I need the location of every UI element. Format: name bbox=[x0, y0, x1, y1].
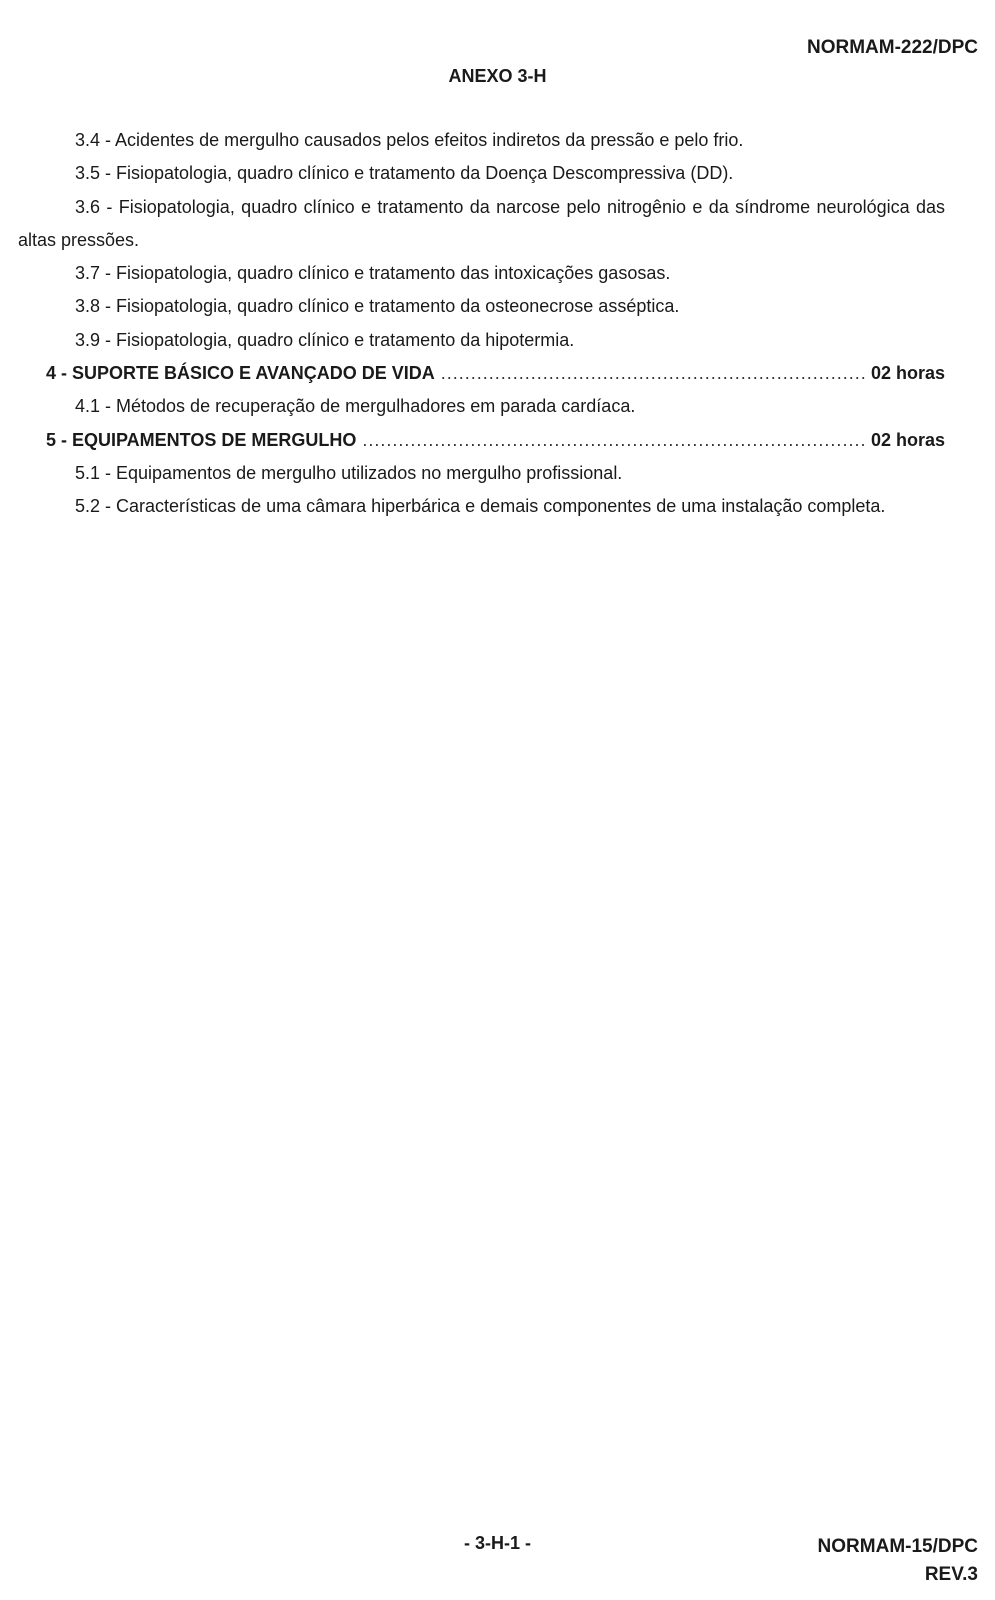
item-3-7: 3.7 - Fisiopatologia, quadro clínico e tratamento das intoxicações gasosas. bbox=[75, 263, 671, 284]
item-3-5: 3.5 - Fisiopatologia, quadro clínico e tratamento da Doença Descompressiva (DD). bbox=[75, 163, 734, 184]
section-4-heading bbox=[18, 357, 945, 390]
section-4-hours: 02 horas bbox=[870, 363, 945, 384]
header-doc-code: NORMAM-222/DPC bbox=[806, 37, 978, 58]
footer-revision: REV.3 bbox=[924, 1564, 978, 1585]
section-5-title: 5 - EQUIPAMENTOS DE MERGULHO bbox=[46, 429, 357, 450]
item-3-8: 3.8 - Fisiopatologia, quadro clínico e tratamento da osteonecrose asséptica. bbox=[75, 296, 680, 317]
item-3-6: 3.6 - Fisiopatologia, quadro clínico e tratamento da narcose pelo nitrogênio e da síndrome neurológica das altas pressões. bbox=[18, 196, 945, 250]
page-title: ANEXO 3-H bbox=[448, 66, 547, 86]
section-4-leader-dots bbox=[441, 357, 865, 390]
item-3-4: 3.4 - Acidentes de mergulho causados pelos efeitos indiretos da pressão e pelo frio. bbox=[75, 130, 744, 150]
section-5-hours: 02 horas bbox=[870, 429, 945, 450]
item-5-1: 5.1 - Equipamentos de mergulho utilizados no mergulho profissional. bbox=[75, 462, 623, 483]
section-5-heading bbox=[18, 424, 945, 457]
item-3-9: 3.9 - Fisiopatologia, quadro clínico e tratamento da hipotermia. bbox=[75, 329, 575, 350]
footer-doc-code: NORMAM-15/DPC bbox=[817, 1536, 978, 1557]
item-4-1: 4.1 - Métodos de recuperação de mergulhadores em parada cardíaca. bbox=[75, 396, 636, 417]
document-body bbox=[18, 124, 945, 524]
item-5-2: 5.2 - Características de uma câmara hiperbárica e demais componentes de uma instalação completa. bbox=[75, 496, 886, 517]
section-4-title: 4 - SUPORTE BÁSICO E AVANÇADO DE VIDA bbox=[46, 363, 435, 384]
footer-page-number: - 3-H-1 - bbox=[464, 1533, 531, 1553]
section-5-leader-dots bbox=[362, 424, 865, 457]
footer-doc-info bbox=[818, 1533, 978, 1589]
